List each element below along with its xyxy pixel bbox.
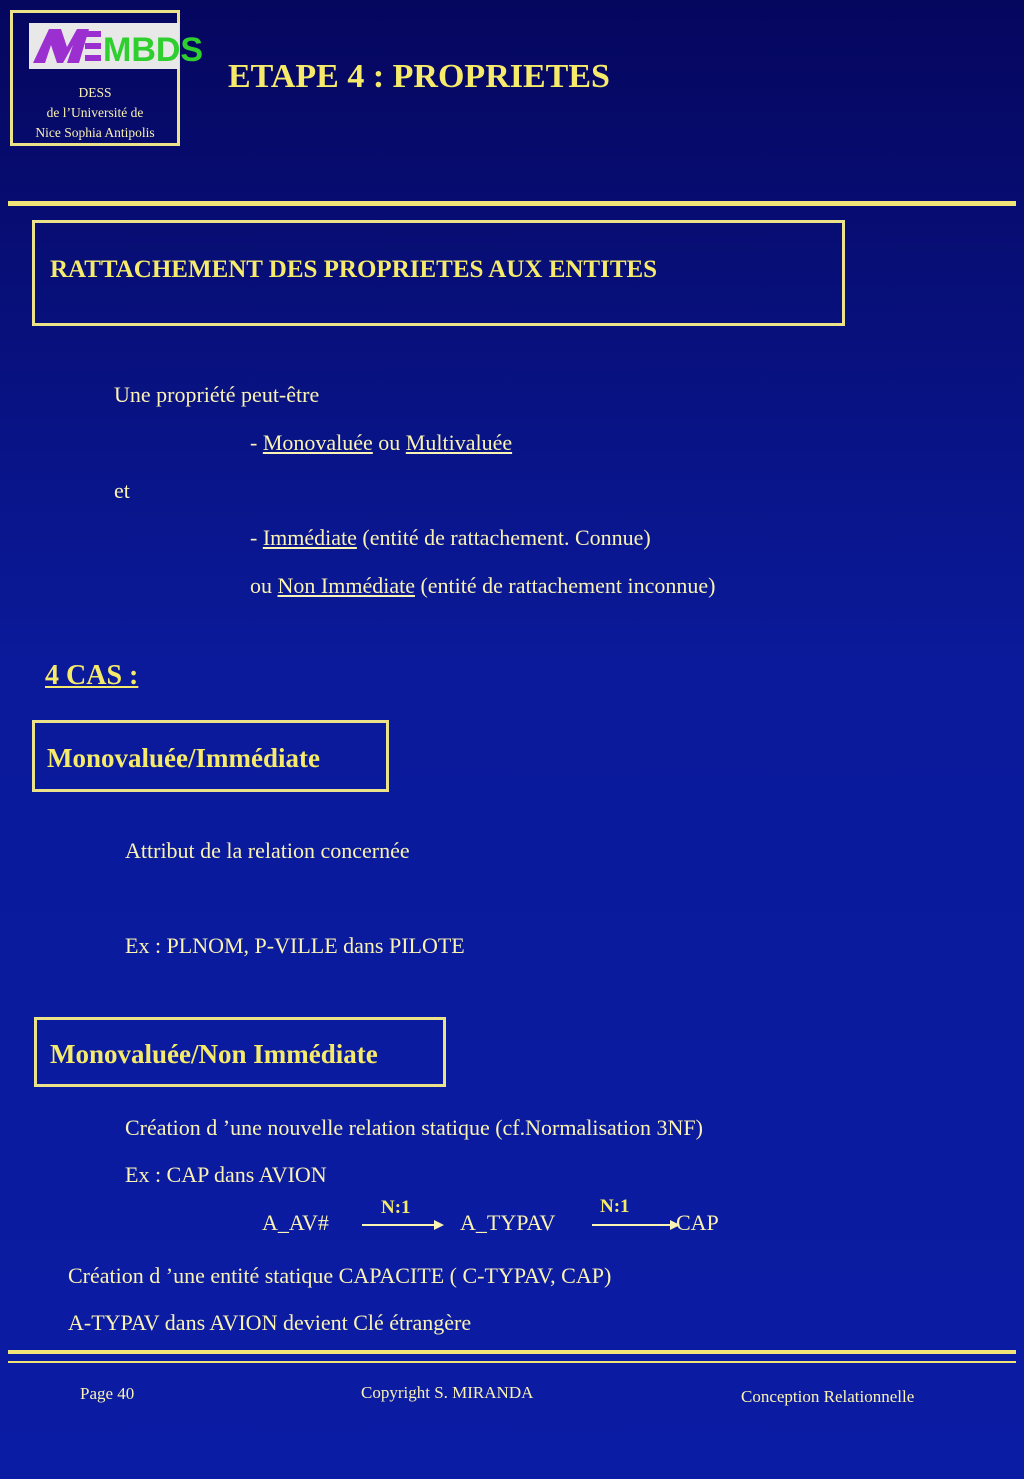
connector: ou (250, 573, 278, 598)
case1-example: Ex : PLNOM, P-VILLE dans PILOTE (125, 933, 465, 958)
dash: - (250, 525, 263, 550)
case2-title: Monovaluée/Non Immédiate (50, 1039, 378, 1069)
term-multivaluee: Multivaluée (405, 430, 513, 455)
course-name: Conception Relationnelle (741, 1387, 915, 1406)
term-immediate: Immédiate (262, 525, 357, 550)
case2-description: Création d ’une nouvelle relation statique (cf.Normalisation 3NF) (125, 1115, 703, 1140)
case1-box (32, 720, 389, 792)
diagram-node-a-av: A_AV# (262, 1210, 329, 1235)
diagram-node-cap: CAP (676, 1210, 719, 1235)
case2-entity-creation: Création d ’une entité statique CAPACITE ( C-TYPAV, CAP) (68, 1263, 612, 1288)
page-number: Page 40 (80, 1384, 135, 1403)
intro-monovalue-line (250, 430, 512, 456)
section-box (32, 220, 845, 326)
case1-title: Monovaluée/Immédiate (47, 743, 320, 773)
diagram-relation-label: N:1 (600, 1196, 630, 1217)
non-immediate-description: (entité de rattachement inconnue) (414, 573, 716, 598)
bottom-divider-thin (8, 1361, 1016, 1363)
logo-line: DESS (78, 85, 112, 100)
case2-foreign-key: A-TYPAV dans AVION devient Clé étrangère (68, 1310, 472, 1335)
case1-description: Attribut de la relation concernée (125, 838, 410, 863)
copyright: Copyright S. MIRANDA (361, 1383, 534, 1402)
diagram-relation-label: N:1 (381, 1197, 411, 1218)
term-monovaluee: Monovaluée (262, 430, 373, 455)
page-title: ETAPE 4 : PROPRIETES (228, 58, 610, 95)
connector: ou (372, 430, 406, 455)
arrow-right-icon (362, 1219, 444, 1231)
diagram-node-a-typav: A_TYPAV (460, 1210, 556, 1235)
immediate-description: (entité de rattachement. Connue) (356, 525, 651, 550)
logo-line: de l’Université de (46, 105, 144, 120)
section-title: RATTACHEMENT DES PROPRIETES AUX ENTITES (50, 256, 658, 283)
cases-heading: 4 CAS : (45, 660, 139, 691)
arrow-right-icon (592, 1219, 682, 1231)
logo-wordmark: MBDS (103, 31, 204, 69)
logo-box (10, 10, 204, 146)
case2-example: Ex : CAP dans AVION (125, 1162, 327, 1187)
term-non-immediate: Non Immédiate (277, 573, 415, 598)
intro-immediate-line (250, 525, 651, 551)
bottom-divider (8, 1350, 1016, 1354)
intro-non-immediate-line (250, 573, 716, 599)
mbds-logo (29, 23, 204, 69)
intro-line: Une propriété peut-être (114, 382, 320, 407)
logo-line: Nice Sophia Antipolis (35, 125, 155, 140)
intro-et: et (114, 478, 130, 503)
case2-box (34, 1017, 446, 1087)
logo-caption (13, 83, 177, 143)
top-divider (8, 201, 1016, 206)
dash: - (250, 430, 263, 455)
